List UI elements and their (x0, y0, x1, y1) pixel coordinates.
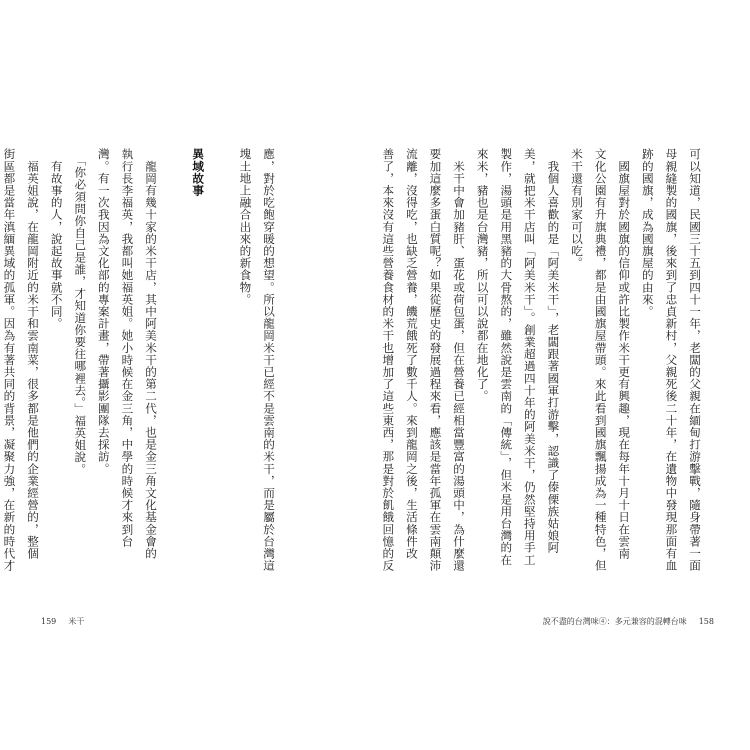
column-gap (162, 148, 186, 572)
text-column: 米干中會加豬肝、蛋花或荷包蛋，但在營養已經相當豐富的湯頭中，為什麼還 (452, 148, 467, 572)
right-page (375, 0, 750, 750)
text-column: 有故事的人，說起故事就不同。 (49, 148, 64, 330)
text-column: 塊土地上融合出來的新食物。 (238, 148, 253, 306)
text-column: 文化公園有升旗典禮，都是由國旗屋帶頭。來此看到國旗飄揚成為一種特色，但 (593, 148, 608, 572)
text-column: 「你必須問你自己是誰，才知道你要往哪裡去。」福英姐說。 (73, 148, 88, 476)
text-column: 母親縫製的國旗，後來到了忠貞新村，父親死後二十年，在遺物中發現那面有血 (664, 148, 679, 572)
right-body-text (376, 148, 706, 572)
left-running-title: 米干 (68, 617, 85, 626)
text-column: 應，對於吃飽穿暖的想望。所以龍岡米干已經不是雲南的米干，而是屬於台灣這 (262, 148, 276, 572)
right-page-number: 158 (698, 617, 714, 626)
text-column: 跡的國旗，成為國旗屋的由來。 (640, 148, 655, 318)
left-folio (41, 616, 84, 627)
text-column: 龍岡有幾十家的米干店，其中阿美米干的第二代，也是金三角文化基金會的 (144, 148, 159, 560)
left-body-text (0, 148, 280, 572)
text-column: 流離，沒得吃，也缺乏營養，饑荒餓死了數千人。來到龍岡之後，生活條件改 (404, 148, 419, 560)
text-column: 福英姐說，在龍岡附近的米干和雲南菜，很多都是他們的企業經營的，整個 (26, 148, 41, 560)
text-column: 來米，豬也是台灣豬，所以可以說都在地化了。 (475, 148, 490, 403)
text-column: 美，就把米干店叫「阿美米干」。創業超過四十年的阿美米干，仍然堅持用手工 (522, 148, 537, 566)
text-column: 善了，本來沒有這些營養食材的米干也增加了這些東西，那是對於飢餓回憶的反 (381, 148, 396, 572)
left-page-number: 159 (41, 617, 57, 626)
text-column: 街區都是當年滇緬異域的孤軍。因為有著共同的背景，凝聚力強，在新的時代才 (2, 148, 17, 572)
text-column: 執行長李福英，我都叫她福英姐。她小時候在金三角，中學的時候才來到台 (120, 148, 135, 548)
text-column: 國旗屋對於國旗的信仰或許比製作米干更有興趣，現在每年十月十日在雲南 (617, 148, 632, 560)
text-column: 要加這麼多蛋白質呢？如果從歷史的發展過程來看，應該是當年孤軍在雲南顛沛 (428, 148, 443, 572)
text-column: 米干還有別家可以吃。 (570, 148, 585, 269)
section-heading: 異域故事 (191, 148, 206, 197)
column-gap (209, 148, 233, 572)
right-running-title: 說不盡的台灣味④：多元兼容的混轉台味 (542, 617, 687, 626)
text-column: 我個人喜歡的是「阿美米干」，老闆跟著國軍打游擊，認識了傣傈族姑娘阿 (546, 148, 561, 554)
text-column: 灣。有一次我因為文化部的專案計畫，帶著攝影團隊去採訪。 (96, 148, 111, 475)
text-column: 可以知道，民國三十五到四十一年，老闆的父親在緬甸打游擊戰，隨身帶著一面 (688, 148, 702, 572)
text-column: 製作，湯頭是用黑豬的大骨熬的，雖然說是雲南的「傳統」，但米是用台灣的在 (499, 148, 514, 566)
right-folio (543, 616, 714, 627)
